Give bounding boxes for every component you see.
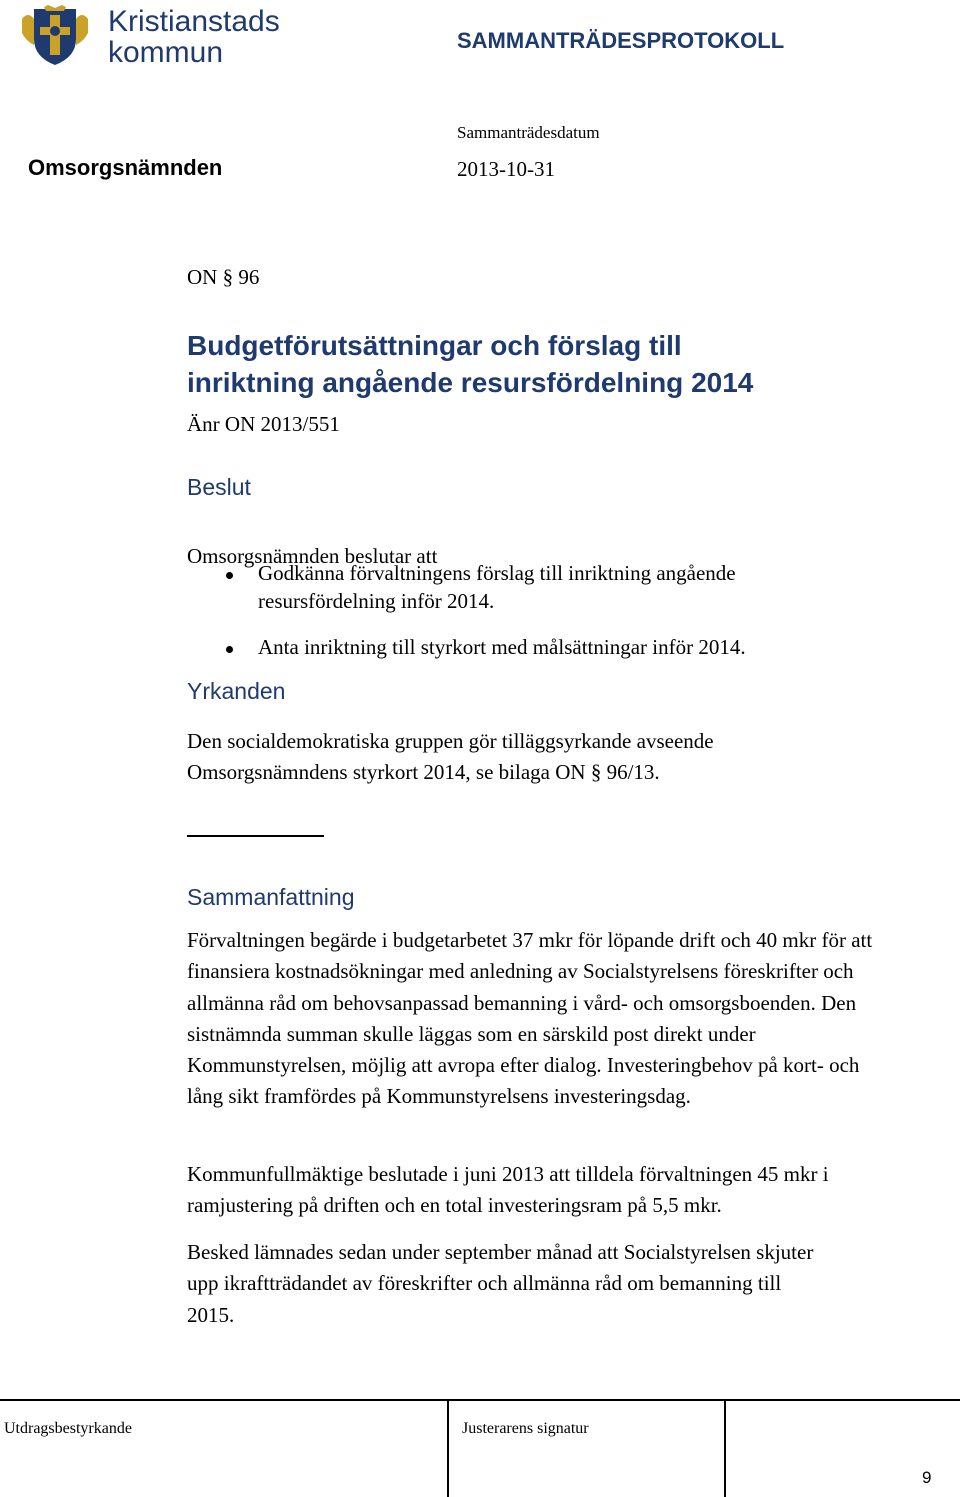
item-title-line1: Budgetförutsättningar och förslag till [187,330,682,361]
bullet-icon [226,646,233,653]
footer-column-divider [724,1400,726,1497]
sammanfattning-heading: Sammanfattning [187,884,355,910]
organization-name-line2: kommun [108,36,224,69]
summary-paragraph: Förvaltningen begärde i budgetarbetet 37 mkr för löpande drift och 40 mkr för att finansiera kostnadsökningar med anledning av Socialstyrelsens föreskrifter och allmänna råd om behovsanpassad bemanning i vård- och omsorgsboenden. Den sistnämnda summan skulle läggas som en särskild post direkt under Kommunstyrelsen, möjlig att avropa efter dialog. Investeringbehov på kort- och lång sikt framfördes på Kommunstyrelsens investeringsdag. [187,928,873,1109]
decision-bullet [258,559,858,615]
case-number: Änr ON 2013/551 [187,412,340,436]
decision-bullet-line2: resursfördelning inför 2014. [258,589,495,613]
beslut-intro: Omsorgsnämnden beslutar att [187,544,438,568]
meeting-date-label: Sammanträdesdatum [457,123,600,142]
section-reference: ON § 96 [187,265,260,289]
item-title-line2: inriktning angående resursfördelning 2014 [187,367,754,398]
extract-certification-label: Utdragsbestyrkande [4,1420,132,1437]
organization-name-line1: Kristianstads [108,5,280,38]
page-number: 9 [922,1468,932,1487]
coat-of-arms-icon [20,5,90,69]
summary-paragraph: Kommunfullmäktige beslutade i juni 2013 att tilldela förvaltningen 45 mkr i ramjustering på driften och en total investeringsram på 5,5 mkr. [187,1162,829,1218]
document-type: SAMMANTRÄDESPROTOKOLL [457,28,785,53]
yrkanden-text: Den socialdemokratiska gruppen gör tilläggsyrkande avseende Omsorgsnämndens styrkort 2014, se bilaga ON § 96/13. [187,729,714,785]
footer-column-divider [447,1400,449,1497]
yrkanden-heading: Yrkanden [187,678,286,704]
adjuster-signature-label: Justerarens signatur [462,1420,589,1437]
beslut-heading: Beslut [187,474,251,500]
bullet-icon [226,572,233,579]
separator-line [187,835,324,837]
organization-name [108,6,280,68]
decision-bullet [258,633,858,661]
footer-divider [0,1399,960,1401]
decision-bullet-line1: Anta inriktning till styrkort med målsättningar inför 2014. [258,635,746,659]
item-title [187,327,753,401]
committee-name: Omsorgsnämnden [28,155,223,180]
summary-paragraph: Besked lämnades sedan under september månad att Socialstyrelsen skjuter upp ikraftträdandet av föreskrifter och allmänna råd om bemanning till 2015. [187,1240,814,1327]
meeting-date-value: 2013-10-31 [457,157,555,181]
decision-bullet-line1: Godkänna förvaltningens förslag till inriktning angående [258,561,736,585]
